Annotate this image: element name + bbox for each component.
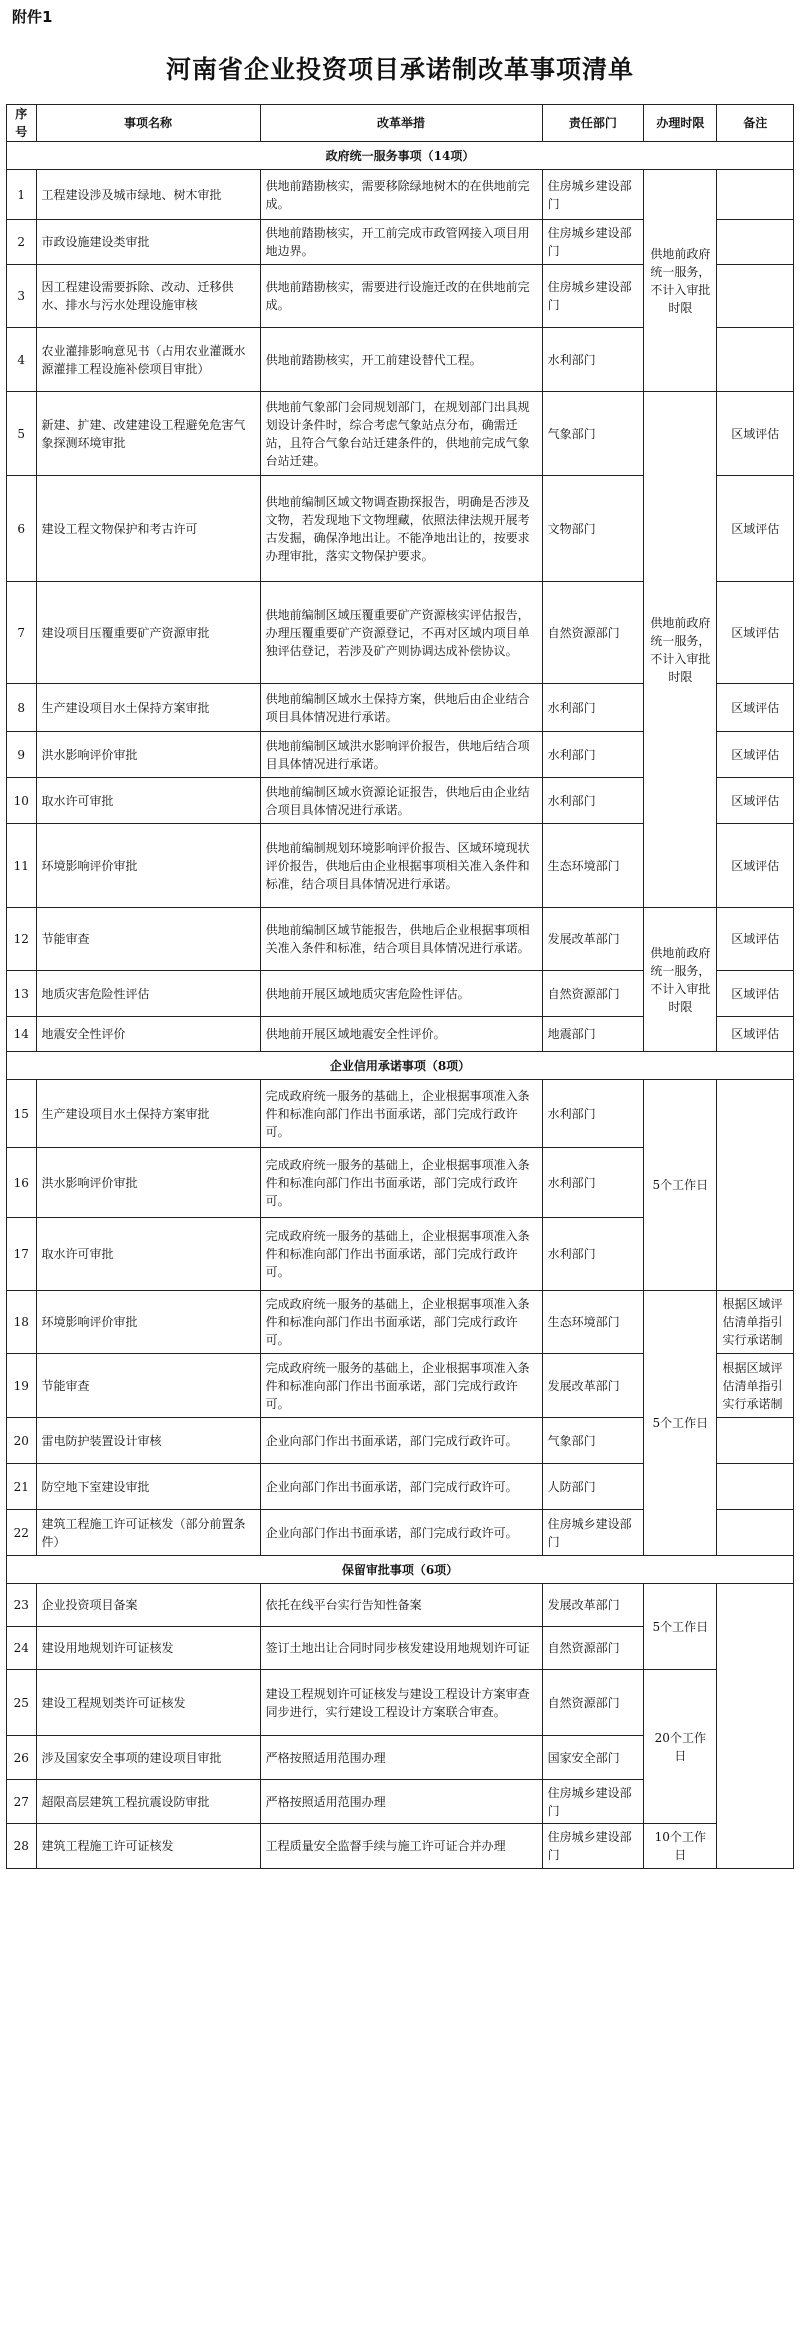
row-measure: 企业向部门作出书面承诺，部门完成行政许可。 (260, 1464, 542, 1510)
table-row (7, 908, 794, 971)
row-note: 根据区域评估清单指引实行承诺制 (717, 1354, 794, 1418)
row-note: 区域评估 (717, 476, 794, 582)
row-name: 建设工程规划类许可证核发 (36, 1670, 260, 1736)
row-dept: 发展改革部门 (542, 1354, 644, 1418)
row-measure: 供地前编制区域水土保持方案，供地后由企业结合项目具体情况进行承诺。 (260, 684, 542, 732)
row-name: 建筑工程施工许可证核发（部分前置条件） (36, 1510, 260, 1556)
row-measure: 供地前开展区域地震安全性评价。 (260, 1017, 542, 1052)
row-dept: 自然资源部门 (542, 971, 644, 1017)
row-name: 涉及国家安全事项的建设项目审批 (36, 1736, 260, 1780)
row-measure: 供地前气象部门会同规划部门，在规划部门出具规划设计条件时，综合考虑气象站点分布，确需迁站，且符合气象台站迁建条件的，供地前完成气象台站迁建。 (260, 392, 542, 476)
row-note (717, 1418, 794, 1464)
row-dept: 住房城乡建设部门 (542, 1510, 644, 1556)
row-note (717, 265, 794, 328)
row-note: 区域评估 (717, 971, 794, 1017)
row-no: 19 (7, 1354, 37, 1418)
row-measure: 完成政府统一服务的基础上，企业根据事项准入条件和标准向部门作出书面承诺，部门完成行政许可。 (260, 1080, 542, 1148)
row-dept: 自然资源部门 (542, 1670, 644, 1736)
row-no: 27 (7, 1780, 37, 1824)
row-measure: 完成政府统一服务的基础上，企业根据事项准入条件和标准向部门作出书面承诺，部门完成行政许可。 (260, 1218, 542, 1291)
header-note: 备注 (717, 105, 794, 142)
section-header: 政府统一服务事项（14项） (7, 142, 794, 170)
row-no: 20 (7, 1418, 37, 1464)
row-measure: 供地前编制区域文物调查勘探报告，明确是否涉及文物，若发现地下文物埋藏，依照法律法规开展考古发掘，确保净地出让。不能净地出让的，按要求办理审批，落实文物保护要求。 (260, 476, 542, 582)
row-note (717, 1584, 794, 1869)
row-note: 区域评估 (717, 1017, 794, 1052)
row-name: 生产建设项目水土保持方案审批 (36, 1080, 260, 1148)
row-note: 区域评估 (717, 824, 794, 908)
row-dept: 住房城乡建设部门 (542, 1824, 644, 1869)
row-no: 5 (7, 392, 37, 476)
reform-items-table (6, 104, 794, 1869)
row-measure: 严格按照适用范围办理 (260, 1780, 542, 1824)
row-time-limit: 10个工作日 (644, 1824, 717, 1869)
page-title: 河南省企业投资项目承诺制改革事项清单 (165, 55, 634, 84)
header-dept: 责任部门 (542, 105, 644, 142)
row-name: 因工程建设需要拆除、改动、迁移供水、排水与污水处理设施审核 (36, 265, 260, 328)
row-name: 环境影响评价审批 (36, 824, 260, 908)
row-dept: 自然资源部门 (542, 582, 644, 684)
row-dept: 国家安全部门 (542, 1736, 644, 1780)
row-no: 15 (7, 1080, 37, 1148)
row-name: 雷电防护装置设计审核 (36, 1418, 260, 1464)
row-measure: 完成政府统一服务的基础上，企业根据事项准入条件和标准向部门作出书面承诺，部门完成行政许可。 (260, 1354, 542, 1418)
row-dept: 水利部门 (542, 732, 644, 778)
row-no: 14 (7, 1017, 37, 1052)
row-name: 新建、扩建、改建建设工程避免危害气象探测环境审批 (36, 392, 260, 476)
row-dept: 文物部门 (542, 476, 644, 582)
row-name: 节能审查 (36, 908, 260, 971)
row-measure: 完成政府统一服务的基础上，企业根据事项准入条件和标准向部门作出书面承诺，部门完成行政许可。 (260, 1148, 542, 1218)
row-no: 26 (7, 1736, 37, 1780)
row-note: 区域评估 (717, 908, 794, 971)
row-no: 18 (7, 1291, 37, 1354)
row-time-limit: 供地前政府统一服务，不计入审批时限 (644, 908, 717, 1052)
table-row (7, 1670, 794, 1736)
row-time-limit: 5个工作日 (644, 1584, 717, 1670)
row-no: 3 (7, 265, 37, 328)
table-row (7, 1291, 794, 1354)
row-measure: 供地前开展区域地质灾害危险性评估。 (260, 971, 542, 1017)
row-name: 环境影响评价审批 (36, 1291, 260, 1354)
row-no: 6 (7, 476, 37, 582)
row-measure: 供地前踏勘核实，开工前建设替代工程。 (260, 328, 542, 392)
row-no: 28 (7, 1824, 37, 1869)
annex-label: 附件1 (12, 8, 53, 26)
row-name: 地质灾害危险性评估 (36, 971, 260, 1017)
row-dept: 自然资源部门 (542, 1627, 644, 1670)
row-note (717, 1510, 794, 1556)
row-time-limit: 供地前政府统一服务，不计入审批时限 (644, 392, 717, 908)
row-name: 取水许可审批 (36, 778, 260, 824)
row-measure: 企业向部门作出书面承诺，部门完成行政许可。 (260, 1418, 542, 1464)
row-dept: 水利部门 (542, 1080, 644, 1148)
row-dept: 住房城乡建设部门 (542, 265, 644, 328)
row-dept: 生态环境部门 (542, 1291, 644, 1354)
row-no: 23 (7, 1584, 37, 1627)
row-dept: 气象部门 (542, 392, 644, 476)
row-name: 节能审查 (36, 1354, 260, 1418)
row-dept: 住房城乡建设部门 (542, 1780, 644, 1824)
row-measure: 签订土地出让合同时同步核发建设用地规划许可证 (260, 1627, 542, 1670)
row-measure: 供地前编制区域洪水影响评价报告，供地后结合项目具体情况进行承诺。 (260, 732, 542, 778)
row-note: 根据区域评估清单指引实行承诺制 (717, 1291, 794, 1354)
row-dept: 人防部门 (542, 1464, 644, 1510)
row-time-limit: 20个工作日 (644, 1670, 717, 1824)
row-name: 地震安全性评价 (36, 1017, 260, 1052)
row-no: 12 (7, 908, 37, 971)
row-name: 洪水影响评价审批 (36, 732, 260, 778)
row-note (717, 1464, 794, 1510)
table-row (7, 1824, 794, 1869)
row-no: 17 (7, 1218, 37, 1291)
row-measure: 工程质量安全监督手续与施工许可证合并办理 (260, 1824, 542, 1869)
row-measure: 供地前编制规划环境影响评价报告、区域环境现状评价报告，供地后由企业根据事项相关准入条件和标准，结合项目具体情况进行承诺。 (260, 824, 542, 908)
row-note: 区域评估 (717, 684, 794, 732)
header-measure: 改革举措 (260, 105, 542, 142)
row-name: 生产建设项目水土保持方案审批 (36, 684, 260, 732)
row-note: 区域评估 (717, 732, 794, 778)
row-no: 2 (7, 220, 37, 265)
row-name: 建设工程文物保护和考古许可 (36, 476, 260, 582)
table-row (7, 1584, 794, 1627)
header-time-limit: 办理时限 (644, 105, 717, 142)
row-name: 工程建设涉及城市绿地、树木审批 (36, 170, 260, 220)
row-measure: 依托在线平台实行告知性备案 (260, 1584, 542, 1627)
row-time-limit: 供地前政府统一服务，不计入审批时限 (644, 170, 717, 392)
row-name: 市政设施建设类审批 (36, 220, 260, 265)
row-no: 22 (7, 1510, 37, 1556)
row-note: 区域评估 (717, 392, 794, 476)
row-no: 13 (7, 971, 37, 1017)
row-name: 洪水影响评价审批 (36, 1148, 260, 1218)
row-note (717, 220, 794, 265)
row-measure: 供地前编制区域压覆重要矿产资源核实评估报告，办理压覆重要矿产资源登记，不再对区域内项目单独评估登记，若涉及矿产则协调达成补偿协议。 (260, 582, 542, 684)
row-no: 9 (7, 732, 37, 778)
row-name: 农业灌排影响意见书（占用农业灌溉水源灌排工程设施补偿项目审批） (36, 328, 260, 392)
row-name: 建设项目压覆重要矿产资源审批 (36, 582, 260, 684)
row-time-limit: 5个工作日 (644, 1080, 717, 1291)
row-dept: 水利部门 (542, 1148, 644, 1218)
table-row (7, 392, 794, 476)
row-measure: 严格按照适用范围办理 (260, 1736, 542, 1780)
row-measure: 供地前编制区域节能报告，供地后企业根据事项相关准入条件和标准，结合项目具体情况进行承诺。 (260, 908, 542, 971)
row-dept: 气象部门 (542, 1418, 644, 1464)
row-measure: 完成政府统一服务的基础上，企业根据事项准入条件和标准向部门作出书面承诺，部门完成行政许可。 (260, 1291, 542, 1354)
section-header: 保留审批事项（6项） (7, 1556, 794, 1584)
row-no: 25 (7, 1670, 37, 1736)
row-measure: 建设工程规划许可证核发与建设工程设计方案审查同步进行，实行建设工程设计方案联合审查。 (260, 1670, 542, 1736)
row-no: 10 (7, 778, 37, 824)
row-name: 取水许可审批 (36, 1218, 260, 1291)
row-dept: 住房城乡建设部门 (542, 220, 644, 265)
row-dept: 住房城乡建设部门 (542, 170, 644, 220)
row-dept: 水利部门 (542, 1218, 644, 1291)
row-name: 企业投资项目备案 (36, 1584, 260, 1627)
header-name: 事项名称 (36, 105, 260, 142)
row-measure: 供地前编制区域水资源论证报告，供地后由企业结合项目具体情况进行承诺。 (260, 778, 542, 824)
row-no: 16 (7, 1148, 37, 1218)
row-no: 7 (7, 582, 37, 684)
row-no: 21 (7, 1464, 37, 1510)
row-measure: 供地前踏勘核实，需要移除绿地树木的在供地前完成。 (260, 170, 542, 220)
row-measure: 供地前踏勘核实，开工前完成市政管网接入项目用地边界。 (260, 220, 542, 265)
row-dept: 生态环境部门 (542, 824, 644, 908)
row-no: 4 (7, 328, 37, 392)
section-header: 企业信用承诺事项（8项） (7, 1052, 794, 1080)
row-note (717, 328, 794, 392)
row-no: 24 (7, 1627, 37, 1670)
row-time-limit: 5个工作日 (644, 1291, 717, 1556)
row-no: 11 (7, 824, 37, 908)
table-row (7, 170, 794, 220)
row-measure: 供地前踏勘核实，需要进行设施迁改的在供地前完成。 (260, 265, 542, 328)
header-no: 序号 (7, 105, 37, 142)
row-dept: 水利部门 (542, 684, 644, 732)
row-measure: 企业向部门作出书面承诺，部门完成行政许可。 (260, 1510, 542, 1556)
row-dept: 发展改革部门 (542, 908, 644, 971)
row-dept: 水利部门 (542, 778, 644, 824)
row-no: 1 (7, 170, 37, 220)
row-no: 8 (7, 684, 37, 732)
row-note: 区域评估 (717, 582, 794, 684)
row-name: 建设用地规划许可证核发 (36, 1627, 260, 1670)
row-dept: 发展改革部门 (542, 1584, 644, 1627)
row-dept: 地震部门 (542, 1017, 644, 1052)
row-name: 超限高层建筑工程抗震设防审批 (36, 1780, 260, 1824)
row-note (717, 1080, 794, 1291)
row-name: 建筑工程施工许可证核发 (36, 1824, 260, 1869)
row-dept: 水利部门 (542, 328, 644, 392)
row-note (717, 170, 794, 220)
table-row (7, 1080, 794, 1148)
row-note: 区域评估 (717, 778, 794, 824)
row-name: 防空地下室建设审批 (36, 1464, 260, 1510)
